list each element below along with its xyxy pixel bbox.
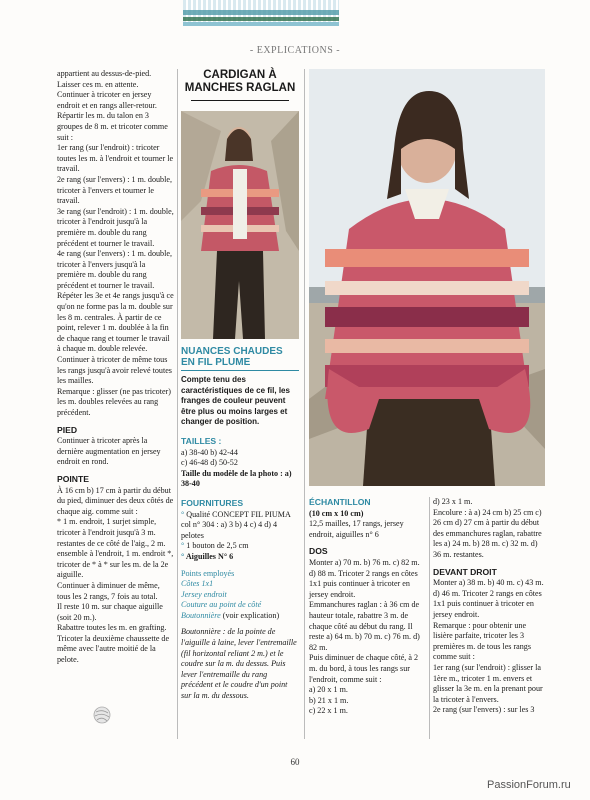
- paragraph: 1er rang (sur l'endroit) : glisser la 1ère m., tricoter 1 m. envers et glisser la 3e m. en la prenant pour la tricoter à l'envers.: [433, 662, 543, 704]
- paragraph: Monter a) 38 m. b) 40 m. c) 43 m. d) 46 m. Tricoter 2 rangs en côtes 1x1 puis continuer à tricoter en jersey endroit.: [433, 578, 544, 619]
- column-divider: [177, 69, 178, 739]
- paragraph: Monter a) 70 m. b) 76 m. c) 82 m. d) 88 m. Tricoter 2 rangs en côtes 1x1 puis continuer à tricoter en jersey endroit.: [309, 557, 420, 599]
- section-heading-fournitures: FOURNITURES: [181, 497, 244, 508]
- paragraph: Répartir les m. du talon en 3 groupes de 8 m. et tricoter comme suit :: [57, 111, 168, 142]
- paragraph: c) 22 x 1 m.: [309, 706, 348, 716]
- supply-item: Aiguilles N° 6: [185, 551, 234, 561]
- bullet-icon: °: [181, 551, 186, 561]
- section-heading-echantillon: ÉCHANTILLON: [309, 497, 371, 507]
- paragraph: Encolure : à a) 24 cm b) 25 cm c) 26 cm d) 27 cm à partir du début des emmanchures raglan, rabattre les a) 24 m. b) 28 m. c) 32 m. d) 36 m. restantes.: [433, 507, 542, 559]
- pattern-title-line1: CARDIGAN À: [203, 69, 277, 81]
- paragraph: Emmanchures raglan : à 36 cm de hauteur totale, rabattre 3 m. de chaque côté au début du rang. Il reste a) 64 m. b) 70 m. c) 76 m. d) 82 m.: [309, 600, 420, 652]
- paragraph: 2e rang (sur l'envers) : sur les 3: [433, 705, 535, 715]
- page-number: 60: [290, 757, 300, 767]
- paragraph: Il reste 10 m. sur chaque aiguille (soit 20 m.).: [57, 602, 163, 622]
- buttonhole-paragraph: Boutonnière : de la pointe de l'aiguille à laine, lever l'entremaille (fil horizontal reliant 2 m.) et le coudre sur la m. du dessus. Puis lever l'entremaille du rang précédent et le coudre d'un point sur la m. du dessous.: [181, 627, 297, 701]
- column-divider: [304, 69, 305, 739]
- paragraph: d) 23 x 1 m.: [433, 497, 473, 506]
- model-photo-closeup: [309, 69, 545, 486]
- paragraph: À 16 cm b) 17 cm à partir du début du pied, diminuer des deux côtés de chaque aig. comme suit :: [57, 485, 174, 516]
- paragraph: appartient au dessus-de-pied. Laisser ces m. en attente.: [57, 69, 152, 89]
- pattern-title-line2: MANCHES RAGLAN: [184, 82, 296, 94]
- paragraph: Continuer à diminuer de même, tous les 2 rangs, 7 fois au total.: [57, 580, 160, 601]
- paragraph: Répéter les 3e et 4e rangs jusqu'à ce qu'on ne forme pas la m. double sur les 8 m. centrales. À partir de ce point, relever 1 m. doublée à la fin de chaque rang et tourner le travail à chaque m. double relevée. Continuer à tricoter de même tous les rangs jusqu'à avoir relevé toutes les mailles.: [57, 291, 174, 386]
- paragraph: 4e rang (sur l'envers) : 1 m. double, tricoter à l'envers jusqu'à la première m. double du rang précédent et tourner le travail.: [57, 249, 172, 290]
- stitch-item: Côtes 1x1: [181, 579, 214, 589]
- section-heading-dos: DOS: [309, 546, 328, 557]
- pattern-title-box: [181, 69, 299, 95]
- supply-item: Qualité CONCEPT FIL PIUMA col n° 304 : a) 3 b) 4 c) 4 d) 4 pelotes: [181, 509, 291, 540]
- gauge-size: (10 cm x 10 cm): [309, 508, 364, 518]
- subtitle-line1: NUANCES CHAUDES: [181, 346, 283, 357]
- model-photo-full: [181, 111, 299, 339]
- paragraph: Puis diminuer de chaque côté, à 2 m. du bord, à tous les rangs sur l'endroit, comme suit :: [309, 653, 419, 684]
- stitch-item: Jersey endroit: [181, 589, 227, 599]
- section-header: - EXPLICATIONS -: [249, 45, 341, 56]
- paragraph: Remarque : glisser (ne pas tricoter) les m. doubles relevées au rang précédent.: [57, 386, 171, 417]
- paragraph: Continuer à tricoter après la dernière augmentation en jersey endroit en rond.: [57, 436, 161, 467]
- paragraph: 1er rang (sur l'endroit) : tricoter toutes les m. à l'endroit et tourner le travail.: [57, 143, 174, 174]
- section-heading-tailles: TAILLES :: [181, 435, 222, 446]
- knit-swatch-banner: [183, 0, 339, 26]
- column-4-text: [433, 497, 547, 716]
- intro-paragraph: Compte tenu des caractéristiques de ce fil, les franges de couleur peuvent être plus ou moins larges et changer de position.: [181, 375, 290, 427]
- column-2-text: [181, 346, 299, 702]
- site-watermark: PassionForum.ru: [487, 779, 571, 791]
- paragraph: 2e rang (sur l'envers) : 1 m. double, tricoter à l'envers et tourner le travail.: [57, 174, 172, 206]
- section-heading: POINTE: [57, 473, 89, 484]
- paragraph: Continuer à tricoter en jersey endroit et en rangs aller-retour.: [57, 90, 157, 110]
- subtitle-line2: EN FIL PLUME: [181, 357, 251, 368]
- gauge-text: 12,5 mailles, 17 rangs, jersey endroit, aiguilles n° 6: [309, 519, 404, 539]
- paragraph: Rabattre toutes les m. en grafting. Tricoter la deuxième chaussette de même avec l'autre moitié de la pelote.: [57, 623, 170, 665]
- paragraph: Remarque : pour obtenir une lisière parfaite, tricoter les 3 premières m. de tous les rangs comme suit :: [433, 620, 531, 662]
- supply-item: 1 bouton de 2,5 cm: [186, 541, 249, 551]
- column-3-text: [309, 497, 426, 717]
- paragraph: 3e rang (sur l'endroit) : 1 m. double, tricoter à l'endroit jusqu'à la première m. double du rang précédent et tourner le travail.: [57, 206, 174, 248]
- sizes-list: a) 38-40 b) 42-44 c) 46-48 d) 50-52: [181, 447, 238, 468]
- paragraph: b) 21 x 1 m.: [309, 695, 349, 705]
- section-heading-devant-droit: DEVANT DROIT: [433, 566, 497, 577]
- section-heading: PIED: [57, 424, 78, 435]
- column-1-text: [57, 69, 175, 666]
- paragraph: a) 20 x 1 m.: [309, 685, 348, 695]
- stitch-note: (voir explication): [222, 610, 280, 620]
- title-rule: [191, 100, 289, 101]
- stitch-item: Couture au point de côté: [181, 600, 262, 610]
- paragraph: * 1 m. endroit, 1 surjet simple, tricoter à l'endroit jusqu'à 3 m. restantes de ce côté de l'aig., 2 m. ensemble à l'endroit, 1 m. endroit *, tricoter de * à * sur les m. de la 2e aiguille.: [57, 517, 174, 580]
- subtitle-rule: [181, 370, 299, 371]
- model-size: Taille du modèle de la photo : a) 38-40: [181, 468, 292, 489]
- column-divider: [429, 497, 430, 739]
- bullet-icon: °: [181, 509, 187, 519]
- bullet-icon: °: [181, 541, 187, 551]
- section-heading-points: Points employés: [181, 568, 235, 578]
- yarn-ball-icon: [93, 706, 111, 724]
- stitch-item: Boutonnière: [181, 610, 221, 620]
